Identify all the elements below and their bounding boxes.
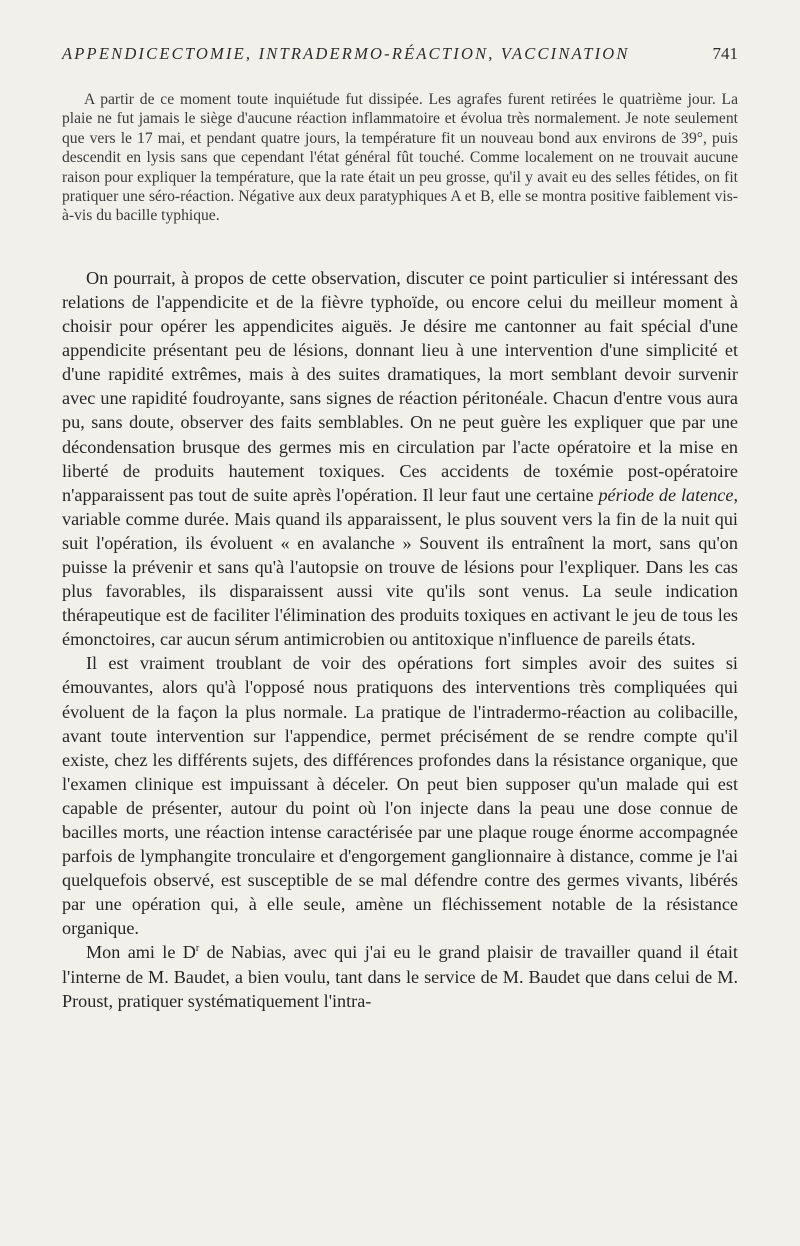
running-title: APPENDICECTOMIE, INTRADERMO-RÉACTION, VACCINATION <box>62 44 630 63</box>
paragraph-text: , variable comme durée. Mais quand ils apparaissent, le plus souvent vers la fin de la nuit qui suit l'opération, ils évoluent « en avalanche » Souvent ils entraînent la mort, sans qu'on puisse la prévenir et sans qu'à l'autopsie on trouve de lésions pour l'expliquer. Dans les cas plus favorables, ils disparaissent aussi vite qu'ils sont venus. La seule indication thérapeutique est de faciliter l'élimination des produits toxiques en activant le jeu de tous les émonctoires, car aucun sérum antimicrobien ou antitoxique n'influence de pareils états. <box>62 484 739 650</box>
body-paragraph-2: Il est vraiment troublant de voir des opérations fort simples avoir des suites si émouvantes, alors qu'à l'opposé nous pratiquons des interventions très compliquées qui évoluent de la façon la plus normale. La pratique de l'intradermo-réaction au colibacille, avant toute intervention sur l'appendice, permet précisément de se rendre compte qu'il existe, chez les différents sujets, des différences profondes dans la résistance organique, que l'examen clinique est impuissant à déceler. On peut bien supposer qu'un malade qui est capable de présenter, autour du point où l'on injecte dans la peau une dose connue de bacilles morts, une réaction intense caractérisée par une plaque rouge énorme accompagnée parfois de lymphangite tronculaire et d'engorgement ganglionnaire à distance, comme je l'ai quelquefois observé, est susceptible de se mal défendre contre des germes vivants, libérés par une opération qui, à elle seule, amène un fléchissement notable de la résistance organique. <box>62 653 738 939</box>
paragraph-text: de Nabias, avec qui j'ai eu le grand plaisir de travailler quand il était l'interne de M. Baudet, a bien voulu, tant dans le service de M. Baudet que dans celui de M. Proust, pratiquer systématiquement l'intra- <box>62 942 738 1011</box>
superscript: r <box>195 943 200 955</box>
case-note-paragraph: A partir de ce moment toute inquiétude fut dissipée. Les agrafes furent retirées le quatrième jour. La plaie ne fut jamais le siège d'aucune réaction inflammatoire et évolua très normalement. Je note seulement que vers le 17 mai, et pendant quatre jours, la température fit un nouveau bond aux environs de 39°, puis descendit en lysis sans que cependant l'état général fût touché. Comme localement on ne trouvait aucune raison pour expliquer la température, que la rate était un peu grosse, qu'il y avait eu des selles fétides, on fit pratiquer une séro-réaction. Négative aux deux paratyphiques A et B, elle se montra positive faiblement vis-à-vis du bacille typhique. <box>62 91 738 225</box>
running-header <box>62 44 738 70</box>
paragraph-text: Mon ami le D <box>86 942 196 963</box>
main-body-text <box>62 266 738 1013</box>
page-number: 741 <box>712 44 738 63</box>
body-paragraph-3 <box>62 940 738 1012</box>
paragraph-text: On pourrait, à propos de cette observation, discuter ce point particulier si intéressant des relations de l'appendicite et de la fièvre typhoïde, ou encore celui du meilleur moment à choisir pour opérer les appendicites aiguës. Je désire me cantonner au fait spécial d'une appendicite présentant peu de lésions, donnant lieu à une intervention d'une simplicité et d'une rapidité extrêmes, mais à des suites dramatiques, la mort semblant devoir survenir avec une rapidité foudroyante, sans signes de réaction péritonéale. Chacun d'entre vous aura pu, sans doute, observer des faits semblables. On ne peut guère les expliquer que par une décondensation brusque des germes mis en circulation par l'acte opératoire et la mise en liberté de produits hautement toxiques. Ces accidents de toxémie post-opératoire n'apparaissent pas tout de suite après l'opération. Il leur faut une certaine <box>62 267 738 505</box>
italic-phrase: période de latence <box>598 484 734 505</box>
body-paragraph-1 <box>62 266 738 652</box>
